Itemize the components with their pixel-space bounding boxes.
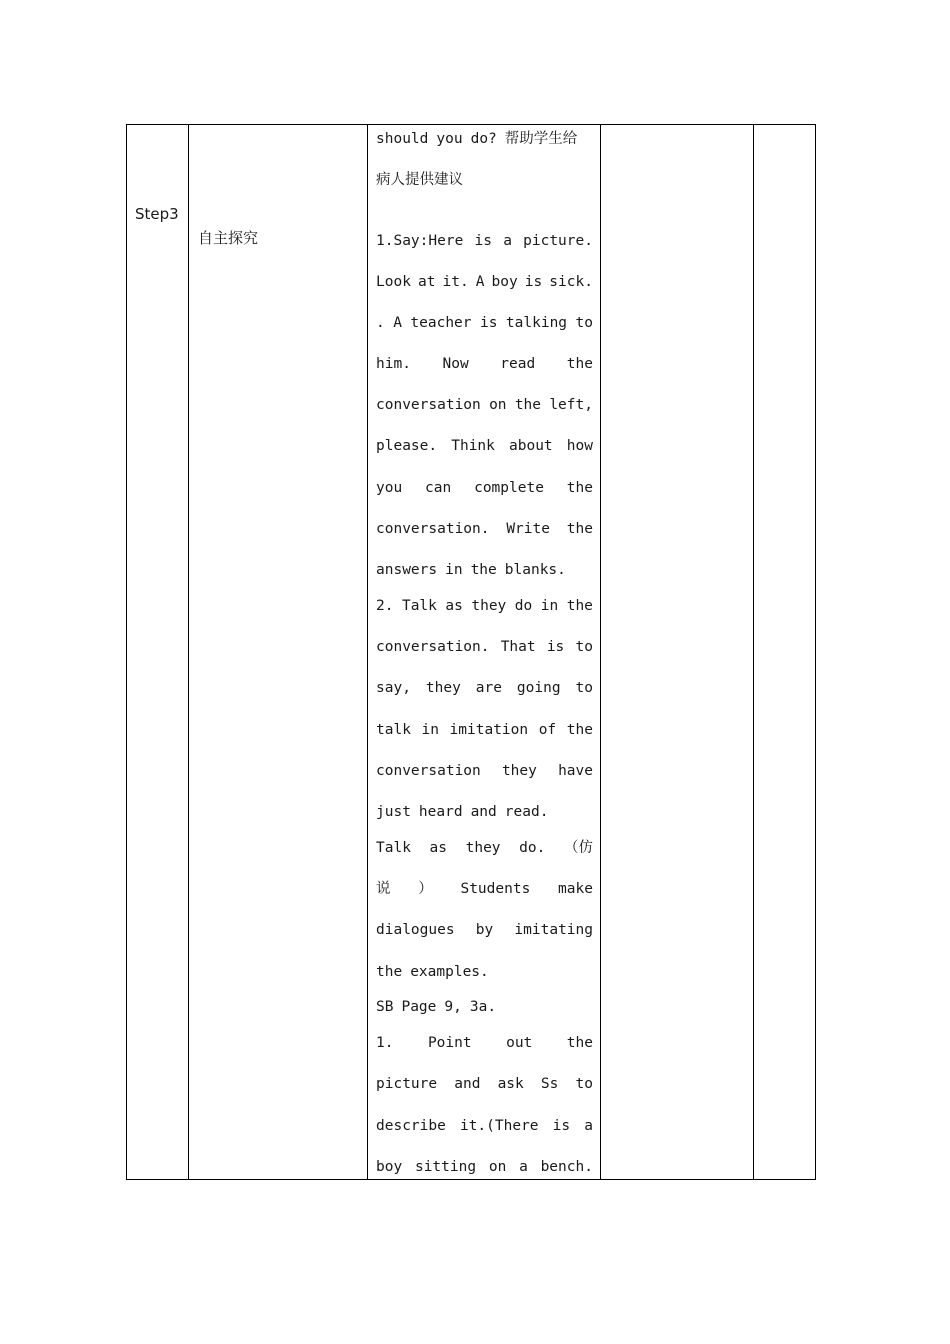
procedure-word: you [436,131,463,147]
procedure-word: picture. [523,233,593,249]
procedure-word: do? [470,131,497,147]
procedure-word: do [514,598,533,614]
procedure-word: is [474,233,492,249]
procedure-word: and [470,804,497,820]
procedure-word: on [488,1159,507,1175]
procedure-word: as [445,598,463,614]
procedure-line [376,395,593,415]
procedure-word: Look [376,274,411,290]
procedure-line [376,879,593,899]
procedure-line [376,637,593,657]
procedure-word: 1.Say:Here [376,233,464,249]
procedure-word: they [501,763,537,779]
activity-label: 自主探究 [198,229,259,247]
procedure-word: heard [418,804,463,820]
procedure-word: the [470,562,497,578]
procedure-word: answers [376,562,438,578]
procedure-line [376,129,593,149]
procedure-word: teacher [410,315,472,331]
procedure-word: Students [460,881,531,897]
procedure-word: read [500,356,536,372]
procedure-word: have [558,763,593,779]
procedure-word: （仿 [563,840,593,856]
procedure-word: should [376,131,429,147]
procedure-line [376,272,593,292]
procedure-line [376,560,593,580]
procedure-word: just [376,804,411,820]
procedure-word: a [584,1118,593,1134]
procedure-word: is [546,639,565,655]
procedure-word: SB [376,999,394,1015]
procedure-word: That [500,639,536,655]
procedure-word: boy [376,1159,403,1175]
procedure-word: the [566,521,593,537]
procedure-word: Talk [376,840,411,856]
procedure-word: read. [504,804,549,820]
procedure-word: 说 [376,881,391,897]
procedure-word: make [558,881,593,897]
procedure-word: the [376,964,403,980]
procedure-word: imitating [514,922,593,938]
step-label: Step3 [135,205,179,223]
procedure-word: the [566,722,593,738]
procedure-word: how [566,438,593,454]
procedure-word: imitation [449,722,529,738]
column-divider [600,125,601,1179]
procedure-word: and [454,1076,481,1092]
procedure-word: to [575,680,593,696]
procedure-word: conversation [376,763,481,779]
procedure-word: 2. [376,598,394,614]
procedure-word: of [538,722,557,738]
procedure-word: to [575,315,593,331]
procedure-line [376,720,593,740]
procedure-line [376,478,593,498]
procedure-word: conversation. [376,521,490,537]
procedure-line [376,761,593,781]
procedure-word: bench. [540,1159,593,1175]
procedure-word: Think [451,438,495,454]
procedure-word: they [465,840,501,856]
procedure-word: is [552,1118,571,1134]
procedure-word: conversation. [376,639,490,655]
lesson-plan-table [126,124,816,1180]
procedure-word: by [475,922,494,938]
procedure-word: 病人提供建议 [376,172,463,188]
procedure-word: the [514,397,542,413]
procedure-line [376,1033,593,1053]
procedure-word: in [540,598,559,614]
procedure-word: on [489,397,507,413]
procedure-word: about [509,438,553,454]
procedure-word: 帮助学生给 [504,131,578,147]
procedure-word: the [566,598,593,614]
procedure-word: the [566,480,593,496]
procedure-word: to [575,639,593,655]
column-divider [367,125,368,1179]
procedure-word: say, [376,680,411,696]
procedure-word: to [575,1076,593,1092]
procedure-word: blanks. [504,562,566,578]
procedure-line [376,1116,593,1136]
column-divider [753,125,754,1179]
procedure-line [376,802,593,822]
procedure-word: 1. [376,1035,394,1051]
procedure-word: Page [401,999,437,1015]
procedure-line [376,1157,593,1177]
procedure-line [376,962,593,982]
procedure-word: conversation [376,397,481,413]
procedure-word: boy [491,274,518,290]
procedure-word: a [519,1159,528,1175]
procedure-word: going [516,680,561,696]
procedure-line [376,354,593,374]
procedure-word: please. [376,438,438,454]
procedure-word: it. [442,274,469,290]
procedure-word: can [425,480,452,496]
procedure-word: the [566,1035,593,1051]
procedure-line [376,596,593,616]
procedure-word: him. [376,356,411,372]
procedure-line [376,519,593,539]
procedure-word: . [376,315,385,331]
procedure-word: complete [474,480,544,496]
procedure-word: A [393,315,402,331]
procedure-line [376,231,593,251]
procedure-word: is [524,274,543,290]
procedure-line [376,920,593,940]
procedure-word: 3a. [469,999,497,1015]
procedure-line [376,838,593,858]
procedure-word: sick. [549,274,593,290]
procedure-line [376,997,593,1017]
procedure-line [376,1074,593,1094]
procedure-word: ） [418,881,433,897]
procedure-word: Talk [401,598,437,614]
procedure-line [376,170,593,190]
procedure-word: Point [427,1035,472,1051]
procedure-word: A [475,274,485,290]
column-divider [188,125,189,1179]
procedure-line [376,436,593,456]
procedure-line [376,678,593,698]
procedure-word: Now [442,356,469,372]
procedure-word: do. [519,840,546,856]
procedure-word: a [503,233,512,249]
procedure-word: talking [505,315,568,331]
procedure-word: out [506,1035,533,1051]
procedure-word: at [417,274,436,290]
procedure-word: are [475,680,502,696]
procedure-word: Ss [540,1076,559,1092]
procedure-word: describe [376,1118,446,1134]
procedure-word: they [471,598,507,614]
procedure-word: examples. [410,964,489,980]
procedure-word: 9, [444,999,462,1015]
procedure-word: they [425,680,461,696]
procedure-word: the [566,356,593,372]
procedure-word: in [445,562,463,578]
procedure-word: Write [506,521,550,537]
procedure-word: is [479,315,498,331]
procedure-word: dialogues [376,922,455,938]
procedure-word: in [421,722,439,738]
procedure-word: talk [376,722,411,738]
procedure-word: left, [549,397,593,413]
procedure-word: you [376,480,403,496]
procedure-word: it.(There [459,1118,539,1134]
procedure-line [376,313,593,333]
procedure-word: ask [497,1076,524,1092]
procedure-word: picture [376,1076,438,1092]
procedure-word: as [429,840,447,856]
procedure-word: sitting [414,1159,477,1175]
